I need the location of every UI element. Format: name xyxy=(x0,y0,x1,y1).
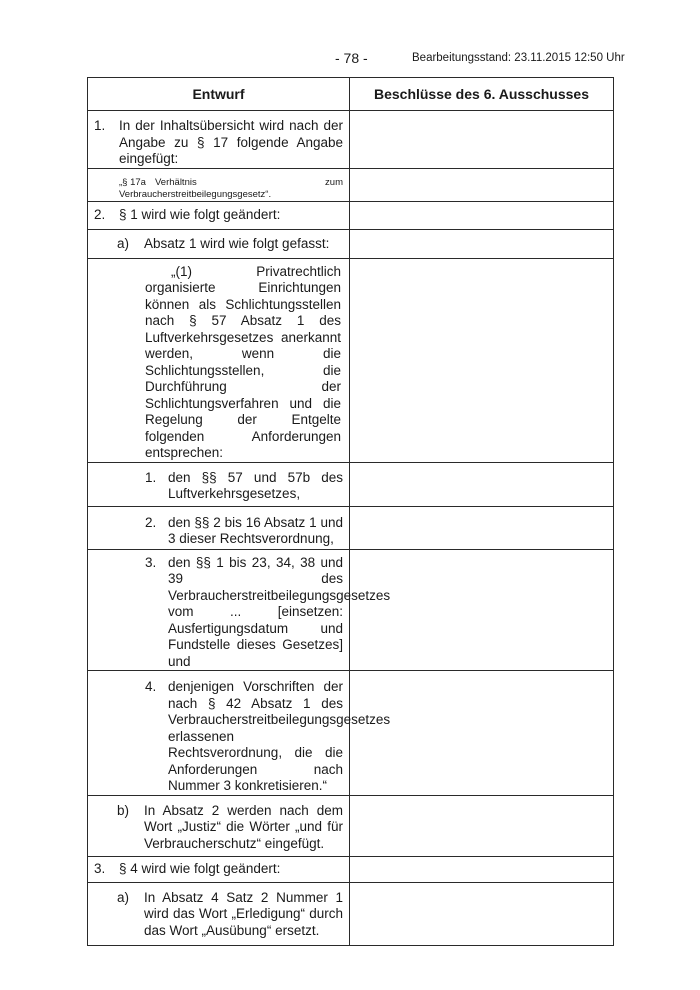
beschluss-cell xyxy=(350,111,614,169)
table-row xyxy=(88,856,614,882)
table-header-row xyxy=(88,78,614,111)
beschluss-cell xyxy=(350,506,614,549)
beschluss-cell xyxy=(350,229,614,258)
entwurf-cell xyxy=(88,507,349,548)
item-text: den §§ 1 bis 23, 34, 38 und 39 des Verbraucherstreitbeilegungsgesetzes vom ... [einsetzen: Ausfertigungsdatum und Fundstelle dieses Gesetzes] und xyxy=(168,554,391,669)
table-row xyxy=(88,549,614,671)
item-number: a) xyxy=(117,235,130,251)
item-text: In Absatz 4 Satz 2 Nummer 1 wird das Wort „Erledigung“ durch das Wort „Ausübung“ ersetzt. xyxy=(144,889,343,938)
entwurf-cell xyxy=(88,202,349,224)
item-text: den §§ 57 und 57b des Luftverkehrsgesetzes, xyxy=(168,469,343,501)
entwurf-cell xyxy=(88,169,349,201)
entwurf-cell xyxy=(88,230,349,253)
item-text: Absatz 1 wird wie folgt gefasst: xyxy=(144,235,330,251)
item-number: 3. xyxy=(145,554,157,570)
table-row xyxy=(88,671,614,796)
item-number: 1. xyxy=(145,469,157,485)
column-header-beschluesse: Beschlüsse des 6. Ausschusses xyxy=(350,78,614,111)
beschluss-cell xyxy=(350,201,614,229)
item-number: 1. xyxy=(94,118,106,133)
beschluss-cell xyxy=(350,856,614,882)
table-row xyxy=(88,882,614,945)
entwurf-cell xyxy=(88,463,349,503)
entwurf-cell xyxy=(88,671,391,795)
processing-status: Bearbeitungsstand: 23.11.2015 12:50 Uhr xyxy=(412,52,625,64)
item-text: Verhältnis zum Verbraucherstreitbeilegungsgesetz“. xyxy=(119,176,343,200)
page-number: - 78 - xyxy=(335,50,368,66)
item-label: „§ 17a xyxy=(119,176,146,188)
table-row xyxy=(88,462,614,506)
entwurf-cell xyxy=(88,550,391,671)
item-text: In der Inhaltsübersicht wird nach der Angabe zu § 17 folgende Angabe eingefügt: xyxy=(119,118,343,166)
table-row xyxy=(88,506,614,549)
item-text: denjenigen Vorschriften der nach § 42 Absatz 1 des Verbraucherstreitbeilegungsgesetzes erlassenen Rechtsverordnung, die die Anforderungen nach Nummer 3 konkretisieren.“ xyxy=(168,679,391,793)
item-text: § 1 wird wie folgt geändert: xyxy=(119,206,281,222)
item-number: 4. xyxy=(145,679,157,694)
beschluss-cell xyxy=(350,671,614,796)
table-row xyxy=(88,201,614,229)
table-row xyxy=(88,795,614,856)
item-number: 3. xyxy=(94,860,106,876)
table-row xyxy=(88,168,614,201)
item-text: In Absatz 2 werden nach dem Wort „Justiz“ die Wörter „und für Verbraucherschutz“ eingefügt. xyxy=(144,802,343,851)
beschluss-cell xyxy=(350,258,614,462)
column-header-entwurf: Entwurf xyxy=(88,78,350,111)
page-header xyxy=(0,50,700,70)
item-number: 2. xyxy=(145,514,157,530)
item-number: a) xyxy=(117,889,130,905)
item-number: 2. xyxy=(94,206,106,222)
entwurf-cell xyxy=(88,857,349,878)
item-text: § 4 wird wie folgt geändert: xyxy=(119,860,281,876)
entwurf-cell xyxy=(88,111,349,168)
table-row xyxy=(88,258,614,462)
entwurf-cell xyxy=(88,796,349,853)
item-text: „(1) Privatrechtlich organisierte Einrichtungen können als Schlichtungsstellen nach § 57 Absatz 1 des Luftverkehrsgesetzes anerkannt werden, wenn die Schlichtungsstellen, die Durchführung der Schlichtungsverfahren und die Regelung der Entgelte folgenden Anforderungen entsprechen: xyxy=(145,263,341,460)
entwurf-cell xyxy=(88,883,349,940)
table-row xyxy=(88,229,614,258)
beschluss-cell xyxy=(350,168,614,201)
beschluss-cell xyxy=(350,549,614,671)
entwurf-cell xyxy=(88,259,349,462)
table-row xyxy=(88,111,614,169)
beschluss-cell xyxy=(350,462,614,506)
beschluss-cell xyxy=(350,882,614,945)
beschluss-cell xyxy=(350,795,614,856)
item-number: b) xyxy=(117,802,130,818)
synopsis-table xyxy=(87,77,614,946)
item-text: den §§ 2 bis 16 Absatz 1 und 3 dieser Rechtsverordnung, xyxy=(168,514,343,546)
